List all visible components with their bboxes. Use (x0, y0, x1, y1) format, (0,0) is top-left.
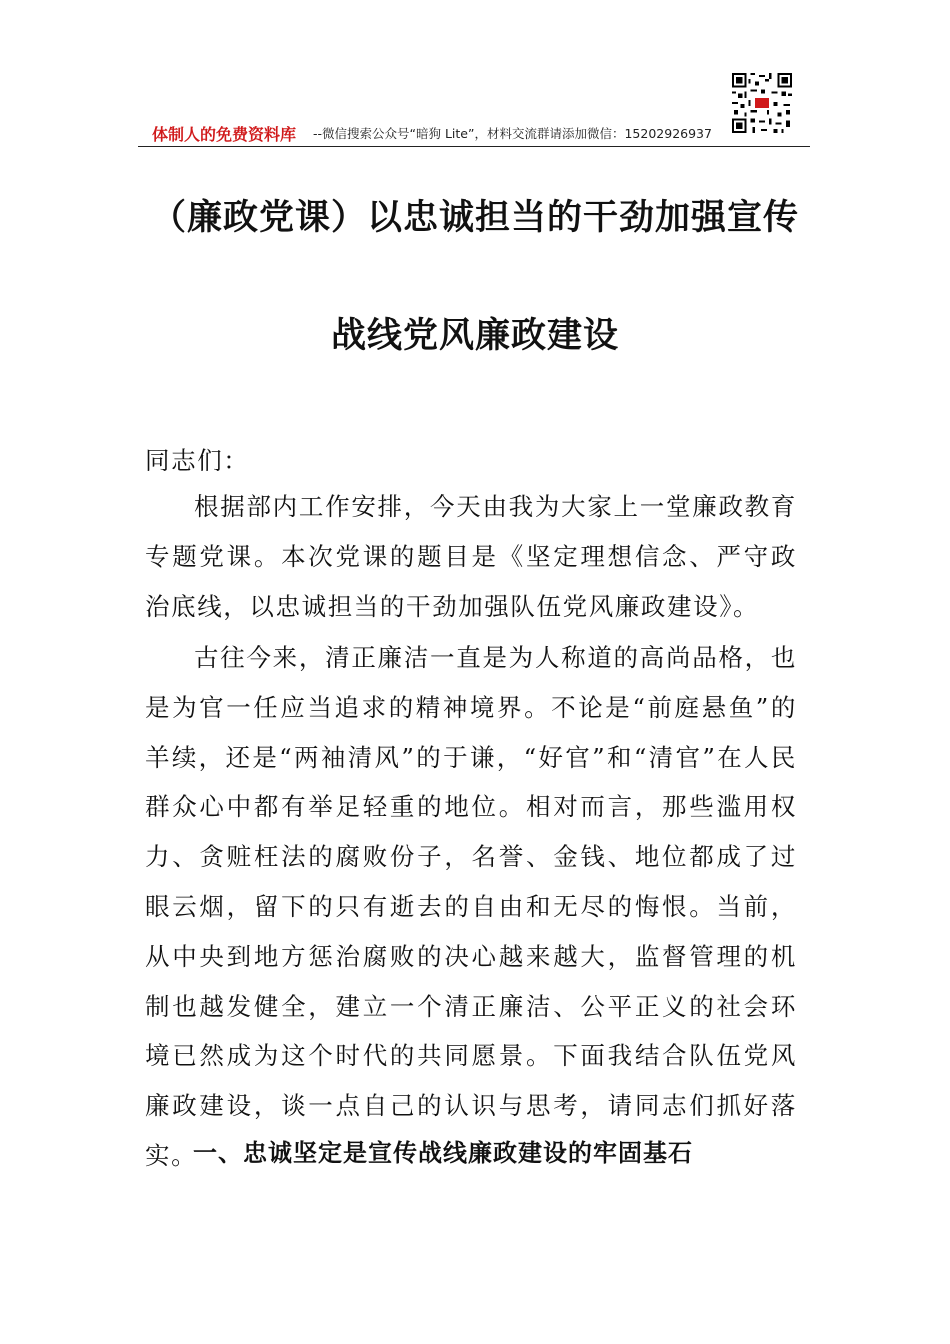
document-title-line-1: （廉政党课）以忠诚担当的干劲加强宣传 (150, 198, 799, 238)
qr-code-icon (732, 73, 792, 133)
paragraph-1: 根据部内工作安排，今天由我为大家上一堂廉政教育专题党课。本次党课的题目是《坚定理想信念、严守政治底线，以忠诚担当的干劲加强队伍党风廉政建设》。 (145, 492, 797, 621)
header-brand: 体制人的免费资料库 (152, 125, 297, 144)
page-header (138, 120, 810, 147)
header-info: --微信搜索公众号“暗狗 Lite”，材料交流群请添加微信：15202926937 (313, 126, 712, 141)
paragraph-2: 古往今来，清正廉洁一直是为人称道的高尚品格，也是为官一任应当追求的精神境界。不论是“前庭悬鱼”的羊续，还是“两袖清风”的于谦，“好官”和“清官”在人民群众心中都有举足轻重的地位。相对而言，那些滥用权力、贪赃枉法的腐败份子，名誉、金钱、地位都成了过眼云烟，留下的只有逝去的自由和无尽的悔恨。当前，从中央到地方惩治腐败的决心越来越大，监督管理的机制也越发健全，建立一个清正廉洁、公平正义的社会环境已然成为这个时代的共同愿景。下面我结合队伍党风廉政建设，谈一点自己的认识与思考，请同志们抓好落实。 (145, 643, 797, 1170)
document-title-line-2: 战线党风廉政建设 (330, 316, 619, 356)
section-1-heading: 一、忠诚坚定是宣传战线廉政建设的牢固基石 (193, 1139, 693, 1167)
salutation: 同志们： (145, 446, 250, 475)
